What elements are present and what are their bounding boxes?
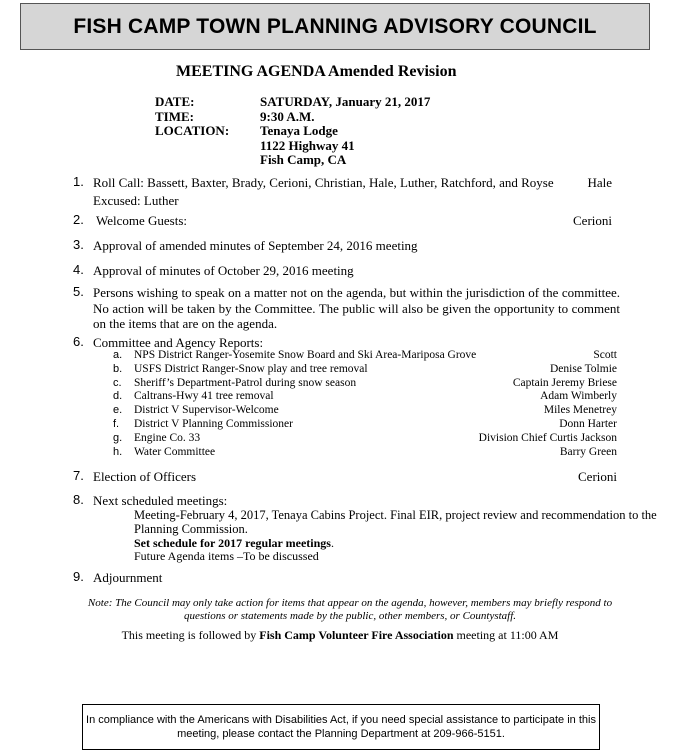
meeting-line: Meeting-February 4, 2017, Tenaya Cabins Project. Final EIR, project review and recommendation to the [134,508,657,522]
item-presenter: Cerioni [573,213,612,228]
future-items-line: Future Agenda items –To be discussed [134,549,319,563]
ada-line1: In compliance with the Americans with Disabilities Act, if you need special assistance to participate in this [86,714,596,726]
report-presenter: Adam Wimberly [540,390,617,403]
report-text: Engine Co. 33 [134,431,201,444]
time-label: TIME: [155,108,194,124]
report-presenter: Captain Jeremy Briese [512,376,617,389]
meeting-line: Planning Commission. [134,522,248,536]
report-text: Water Committee [134,445,216,458]
report-letter: d. [113,390,123,403]
item-text: Adjournment [93,570,163,585]
agenda-subtitle: MEETING AGENDA Amended Revision [176,63,457,80]
item-text: Election of Officers [93,469,196,484]
location-label: LOCATION: [155,123,230,138]
meeting-info [155,95,430,168]
report-presenter: Donn Harter [559,418,617,430]
report-letter: c. [113,376,122,389]
location-line2: 1122 Highway 41 [260,137,355,153]
item-presenter: Cerioni [578,469,617,484]
report-text: District V Planning Commissioner [134,418,293,430]
report-text: Sheriff’s Department-Patrol during snow season [134,376,357,389]
item-text: Persons wishing to speak on a matter not on the agenda, but within the jurisdiction of the committee. No action will be taken by the Committee. The public will also be given the opportunity to comment on the items that are on the agenda. [93,285,620,331]
report-letter: f. [113,418,120,430]
time-value: 9:30 A.M. [260,108,315,124]
report-presenter: Miles Menetrey [543,404,617,417]
report-presenter: Division Chief Curtis Jackson [478,431,617,444]
follow-bold: Fish Camp Volunteer Fire Association [259,628,454,642]
location-line3: Fish Camp, CA [260,152,347,167]
item-number: 5. [73,284,84,299]
date-label: DATE: [155,94,195,109]
report-presenter: Barry Green [559,445,617,458]
location-line1: Tenaya Lodge [260,123,338,138]
header-banner [20,3,650,50]
item-text: Welcome Guests: [96,213,188,228]
follow-pre: This meeting is followed by [121,628,260,642]
item-number: 8. [73,492,84,507]
schedule-period: . [330,536,334,550]
council-title: FISH CAMP TOWN PLANNING ADVISORY COUNCIL [73,14,597,38]
report-presenter: Denise Tolmie [549,362,617,375]
date-value: SATURDAY, January 21, 2017 [260,94,431,109]
report-presenter: Scott [593,349,617,361]
report-text: Caltrans-Hwy 41 tree removal [134,390,274,403]
item-text: Roll Call: Bassett, Baxter, Brady, Cerioni, Christian, Hale, Luther, Ratchford, and Royse [93,175,554,190]
item-presenter: Hale [587,175,612,190]
council-note: Note: The Council may only take action for items that appear on the agenda, however, members may briefly respond to questions or statements made by the public, other members, or Countystaff. [87,597,613,622]
item-number: 3. [73,237,84,252]
report-text: USFS District Ranger-Snow play and tree removal [134,362,368,375]
report-letter: b. [113,362,123,375]
report-letter: a. [113,349,123,361]
schedule-bold: Set schedule for 2017 regular meetings [134,536,331,550]
report-text: District V Supervisor-Welcome [134,404,279,417]
item-number: 2. [73,212,84,227]
item-number: 4. [73,262,84,277]
item-text: Approval of minutes of October 29, 2016 meeting [93,263,354,278]
report-text: NPS District Ranger-Yosemite Snow Board and Ski Area-Mariposa Grove [134,349,477,361]
report-letter: g. [113,431,123,444]
item-text: Committee and Agency Reports: [93,335,264,350]
ada-line2: meeting, please contact the Planning Department at 209-966-5151. [177,728,505,740]
item-extra: Excused: Luther [93,193,179,208]
item-number: 9. [73,569,84,584]
item-text: Approval of amended minutes of September 24, 2016 meeting [93,238,418,253]
item-number: 7. [73,468,84,483]
item-number: 6. [73,334,84,349]
follow-post: meeting at 11:00 AM [453,628,559,642]
report-letter: h. [113,445,123,458]
ada-notice [82,704,600,750]
follow-line [0,628,680,643]
item-number: 1. [73,174,84,189]
item-text: Next scheduled meetings: [93,493,228,508]
report-letter: e. [113,404,123,417]
